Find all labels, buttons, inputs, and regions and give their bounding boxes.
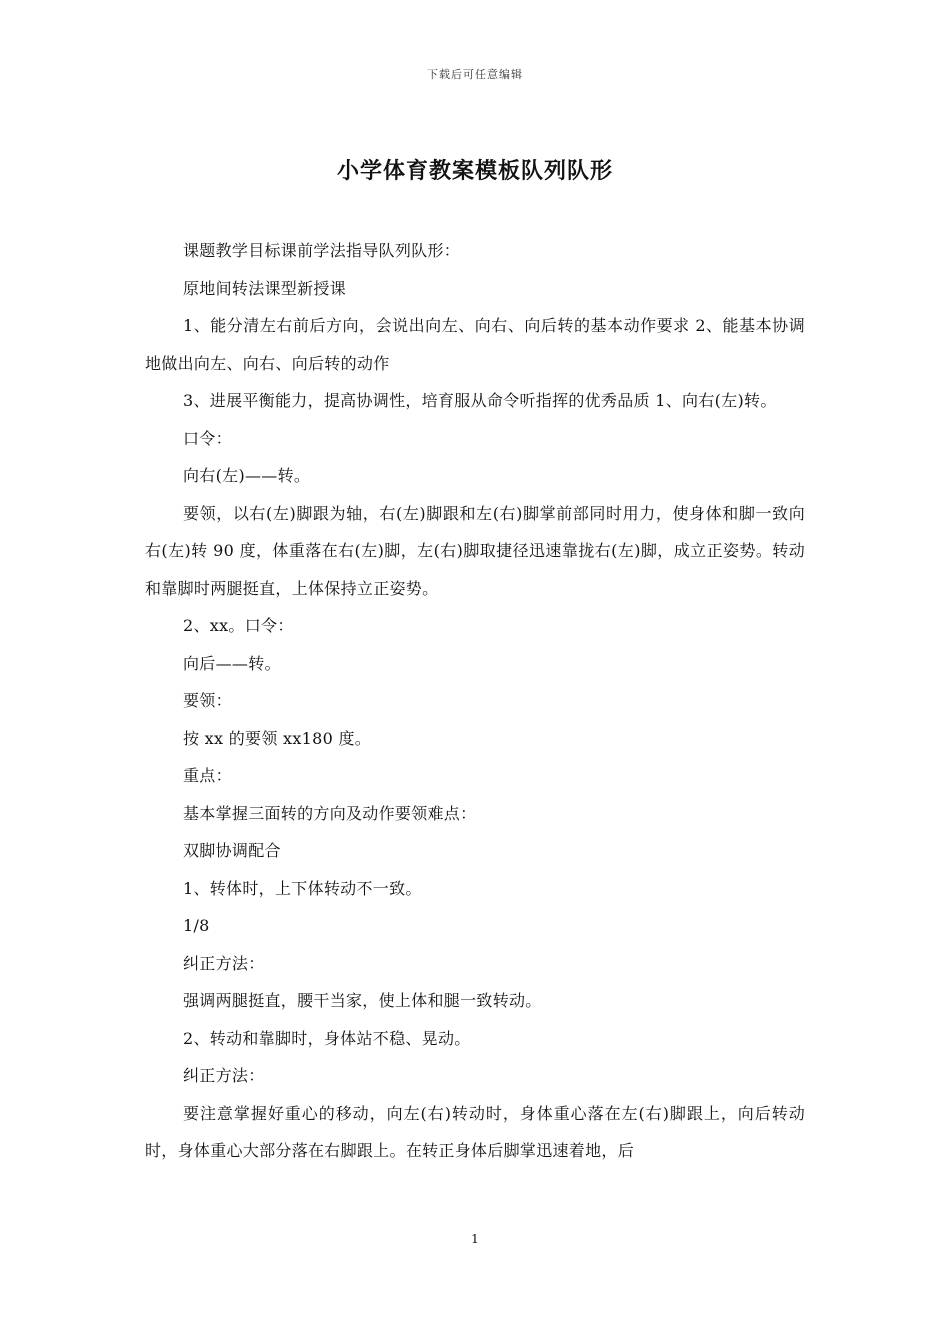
paragraph: 3、进展平衡能力，提高协调性，培育服从命令听指挥的优秀品质 1、向右(左)转。 — [183, 391, 777, 410]
paragraph: 纠正方法： — [183, 953, 265, 973]
paragraph: 基本掌握三面转的方向及动作要领难点： — [183, 803, 477, 823]
page-number: 1 — [471, 1232, 479, 1246]
paragraph: 口令： — [183, 428, 232, 448]
paragraph: 向右(左)——转。 — [183, 466, 311, 485]
paragraph: 1、能分清左右前后方向，会说出向左、向右、向后转的基本动作要求 2、能基本协调地做出向左、向右、向后转的动作 — [145, 316, 805, 373]
paragraph: 原地间转法课型新授课 — [183, 278, 347, 298]
paragraph: 要注意掌握好重心的移动，向左(右)转动时，身体重心落在左(右)脚跟上，向后转动时，身体重心大部分落在右脚跟上。在转正身体后脚掌迅速着地，后 — [145, 1103, 805, 1160]
paragraph: 2、xx。口令： — [183, 616, 294, 635]
paragraph: 纠正方法： — [183, 1066, 265, 1085]
paragraph: 2、转动和靠脚时，身体站不稳、晃动。 — [183, 1028, 471, 1048]
paragraph: 按 xx 的要领 xx180 度。 — [183, 728, 372, 748]
paragraph: 强调两腿挺直，腰干当家，使上体和腿一致转动。 — [183, 991, 542, 1010]
paragraph: 重点： — [183, 766, 232, 785]
header-note: 下载后可任意编辑 — [427, 68, 523, 81]
page-fraction: 1/8 — [183, 916, 210, 935]
document-title: 小学体育教案模板队列队形 — [336, 158, 613, 184]
paragraph: 要领，以右(左)脚跟为轴，右(左)脚跟和左(右)脚掌前部同时用力，使身体和脚一致向右(左)转 90 度，体重落在右(左)脚，左(右)脚取捷径迅速靠拢右(左)脚，成立正姿势。转动和靠脚时两腿挺直，上体保持立正姿势。 — [145, 503, 805, 598]
paragraph: 1、转体时，上下体转动不一致。 — [183, 878, 422, 898]
document-body — [145, 232, 805, 1170]
paragraph: 课题教学目标课前学法指导队列队形： — [183, 241, 461, 260]
paragraph: 向后——转。 — [183, 653, 281, 673]
paragraph: 要领： — [183, 691, 232, 710]
paragraph: 双脚协调配合 — [183, 841, 281, 860]
